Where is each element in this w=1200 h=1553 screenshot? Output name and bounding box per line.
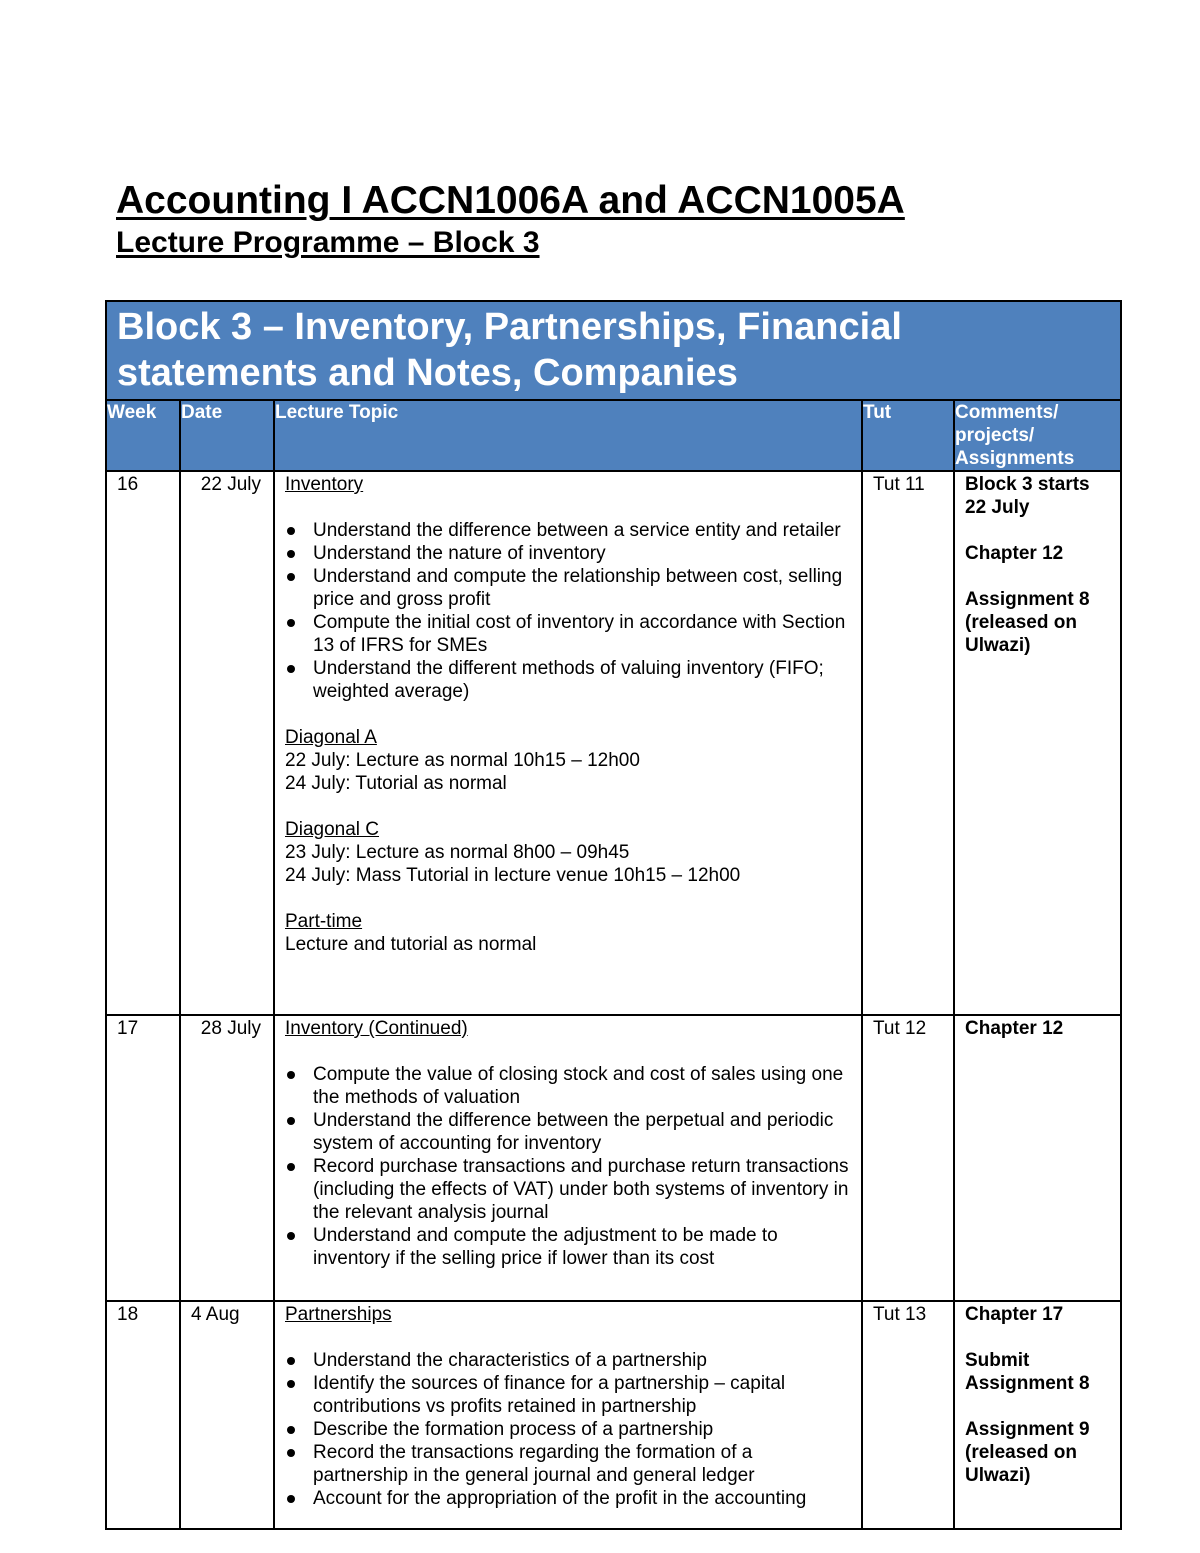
list-item: Understand the different methods of valuing inventory (FIFO; weighted average) xyxy=(313,657,851,703)
topic-title: Partnerships xyxy=(285,1304,392,1325)
list-item: Understand the difference between the perpetual and periodic system of accounting for inventory xyxy=(313,1109,851,1155)
topic-title: Inventory xyxy=(285,474,364,495)
date-cell: 4 Aug xyxy=(180,1301,274,1529)
list-item: Describe the formation process of a partnership xyxy=(313,1418,851,1441)
list-item: Record the transactions regarding the formation of a partnership in the general journal and general ledger xyxy=(313,1441,851,1487)
schedule-line: 22 July: Lecture as normal 10h15 – 12h00 xyxy=(285,750,640,771)
section-heading-part-time: Part-time xyxy=(285,911,363,932)
lecture-programme-table xyxy=(105,300,1122,1530)
header-date: Date xyxy=(180,400,274,471)
list-item: Identify the sources of finance for a partnership – capital contributions vs profits retained in partnership xyxy=(313,1372,851,1418)
schedule-line: 24 July: Mass Tutorial in lecture venue 10h15 – 12h00 xyxy=(285,865,741,886)
comment-item: Chapter 12 xyxy=(965,543,1064,564)
comment-item: Submit Assignment 8 xyxy=(965,1350,1090,1394)
week-cell: 16 xyxy=(106,471,180,1015)
comments-cell xyxy=(954,1301,1121,1529)
list-item: Understand the nature of inventory xyxy=(313,542,851,565)
topic-bullets xyxy=(285,1349,851,1510)
tut-cell: Tut 12 xyxy=(862,1015,954,1301)
list-item: Understand the difference between a service entity and retailer xyxy=(313,519,851,542)
table-header-row xyxy=(106,400,1121,471)
topic-title: Inventory (Continued) xyxy=(285,1018,468,1039)
tut-cell: Tut 13 xyxy=(862,1301,954,1529)
week-cell: 17 xyxy=(106,1015,180,1301)
week-cell: 18 xyxy=(106,1301,180,1529)
list-item: Record purchase transactions and purchase return transactions (including the effects of VAT) under both systems of inventory in the relevant analysis journal xyxy=(313,1155,851,1224)
section-heading-diagonal-a: Diagonal A xyxy=(285,727,377,748)
topic-cell xyxy=(274,1015,862,1301)
comment-item: Assignment 9 (released on Ulwazi) xyxy=(965,1419,1090,1486)
topic-cell xyxy=(274,471,862,1015)
header-topic: Lecture Topic xyxy=(274,400,862,471)
tut-cell: Tut 11 xyxy=(862,471,954,1015)
comments-cell xyxy=(954,1015,1121,1301)
comments-cell xyxy=(954,471,1121,1015)
comment-item: Chapter 17 xyxy=(965,1304,1064,1325)
comment-item: Chapter 12 xyxy=(965,1018,1064,1039)
list-item: Compute the initial cost of inventory in accordance with Section 13 of IFRS for SMEs xyxy=(313,611,851,657)
section-heading-diagonal-c: Diagonal C xyxy=(285,819,379,840)
list-item: Understand and compute the adjustment to be made to inventory if the selling price if lower than its cost xyxy=(313,1224,851,1270)
list-item: Compute the value of closing stock and cost of sales using one the methods of valuation xyxy=(313,1063,851,1109)
list-item: Understand the characteristics of a partnership xyxy=(313,1349,851,1372)
comment-item: Assignment 8 (released on Ulwazi) xyxy=(965,589,1090,656)
document-title: Accounting I ACCN1006A and ACCN1005A xyxy=(116,179,905,222)
table-row xyxy=(106,1301,1121,1529)
topic-cell xyxy=(274,1301,862,1529)
date-cell: 22 July xyxy=(180,471,274,1015)
schedule-line: 24 July: Tutorial as normal xyxy=(285,773,507,794)
list-item: Understand and compute the relationship between cost, selling price and gross profit xyxy=(313,565,851,611)
table-row xyxy=(106,1015,1121,1301)
topic-bullets xyxy=(285,1063,851,1270)
schedule-line: 23 July: Lecture as normal 8h00 – 09h45 xyxy=(285,842,630,863)
schedule-line: Lecture and tutorial as normal xyxy=(285,934,537,955)
comment-item: Block 3 starts 22 July xyxy=(965,474,1090,518)
date-cell: 28 July xyxy=(180,1015,274,1301)
header-comments: Comments/ projects/ Assignments xyxy=(954,400,1121,471)
header-tut: Tut xyxy=(862,400,954,471)
document-subtitle: Lecture Programme – Block 3 xyxy=(116,226,540,259)
table-row xyxy=(106,471,1121,1015)
topic-bullets xyxy=(285,519,851,703)
table-banner: Block 3 – Inventory, Partnerships, Financial statements and Notes, Companies xyxy=(106,301,1121,400)
header-week: Week xyxy=(106,400,180,471)
list-item: Account for the appropriation of the profit in the accounting xyxy=(313,1487,851,1510)
